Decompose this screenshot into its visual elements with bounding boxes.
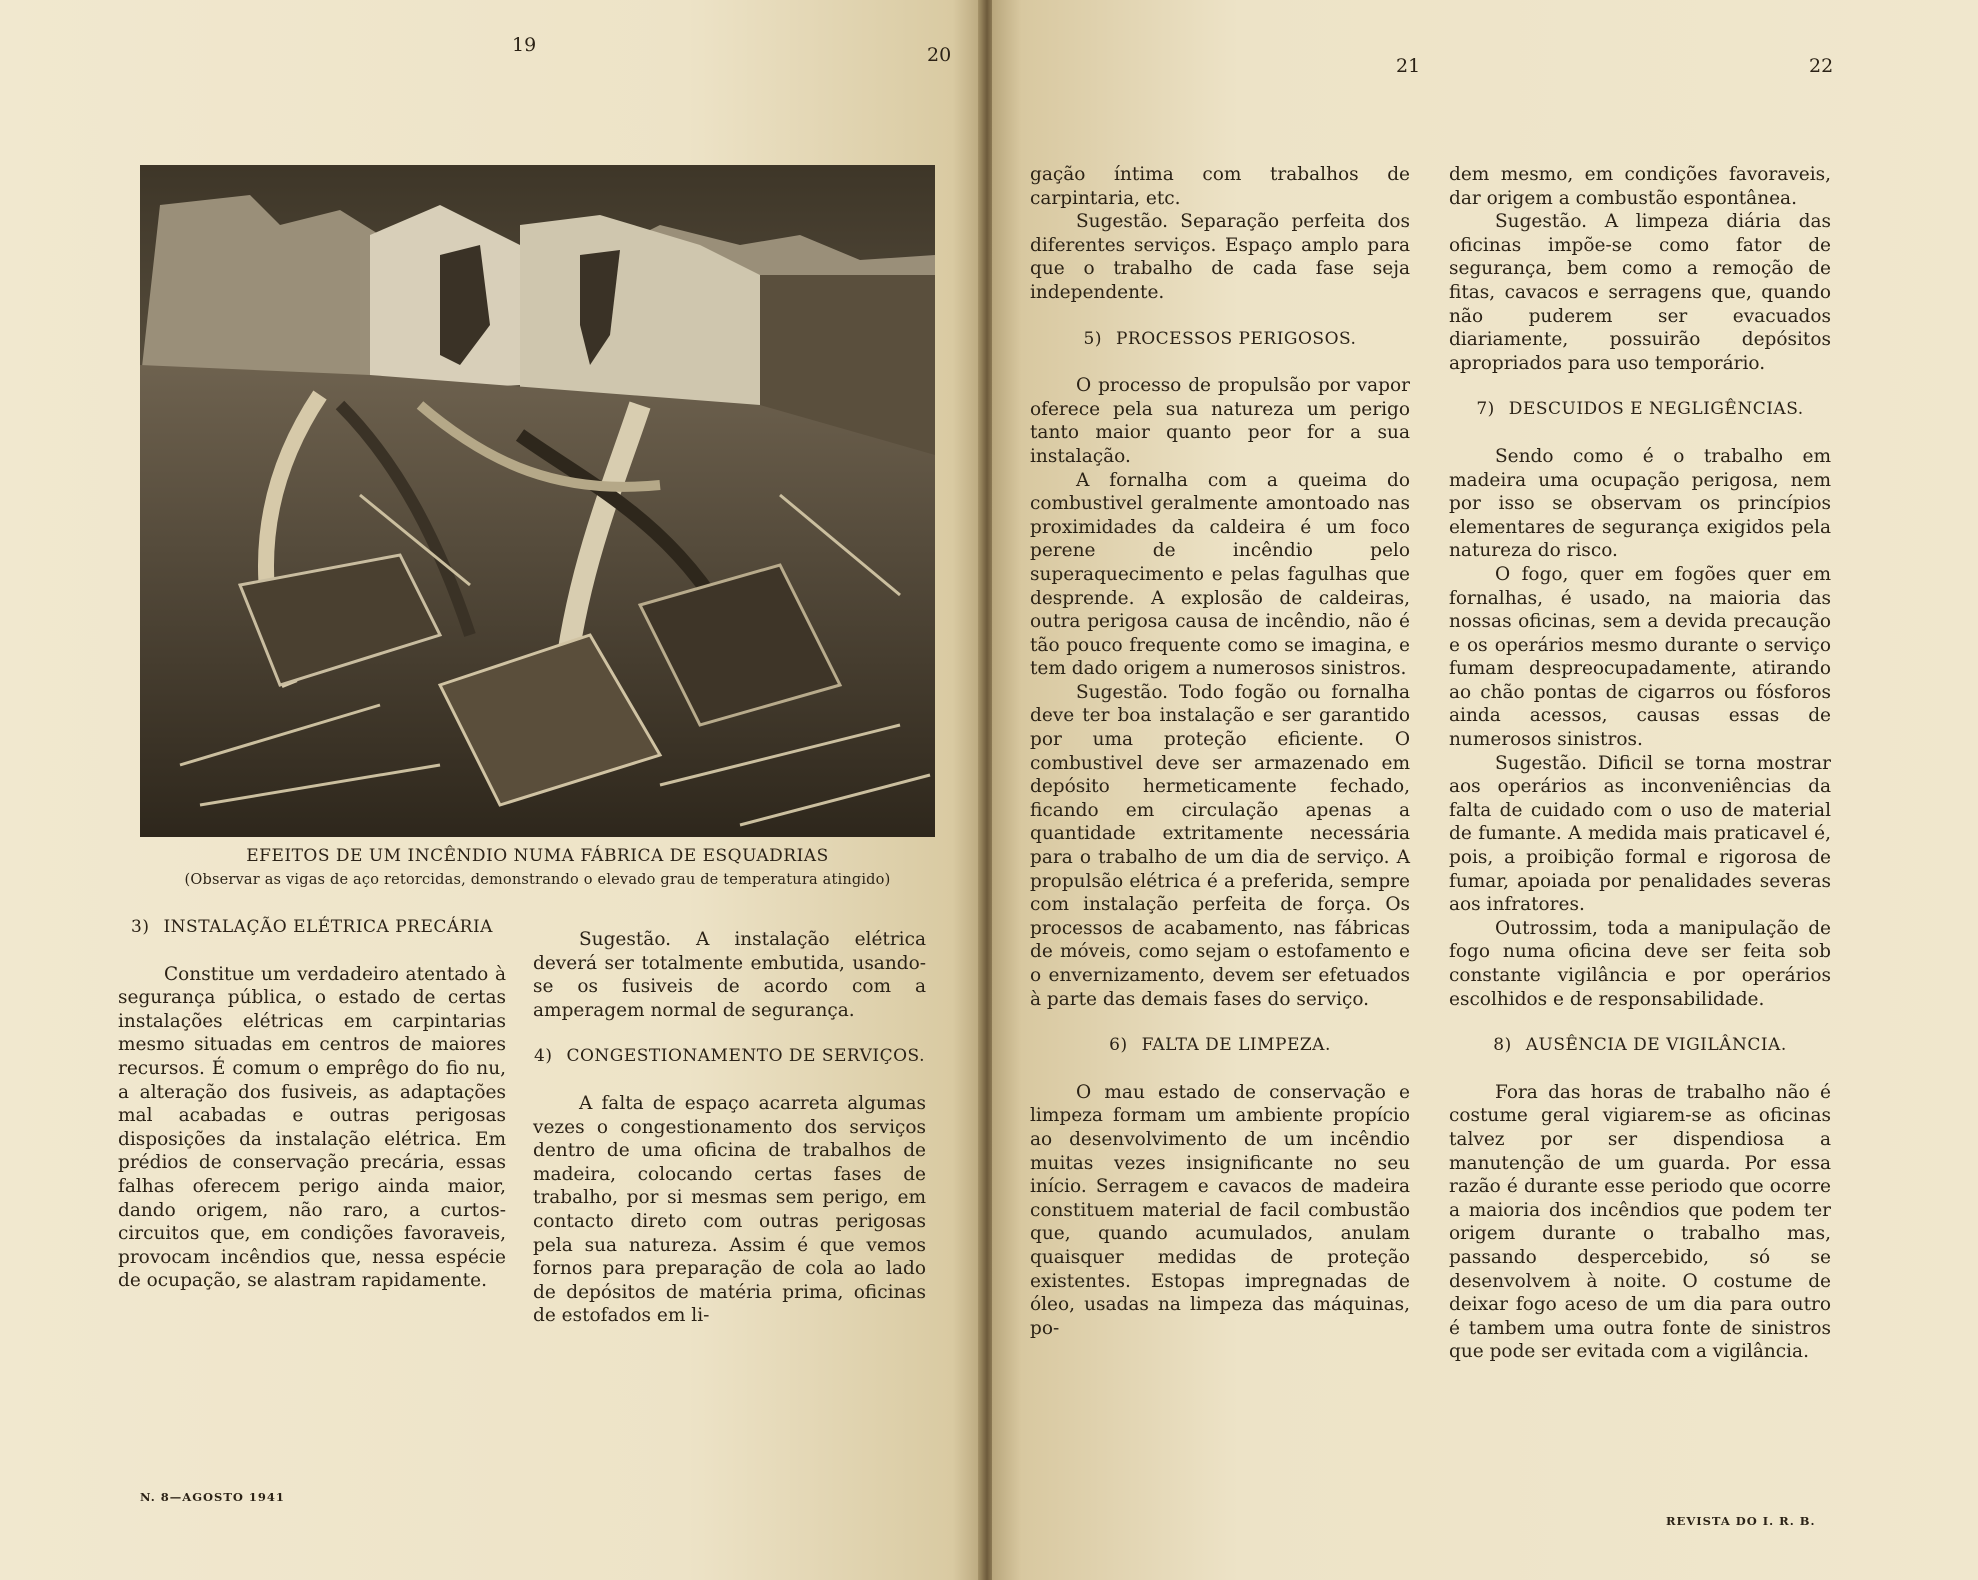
section-number: 3) — [131, 917, 150, 937]
paragraph: Sugestão. A limpeza diária das oficinas impõe-se como fator de segurança, bem como a remoção de fitas, cavacos e serragens que, quando não puderem ser evacuados diariamente, possuirão depósitos apropriados para uso temporário. — [1449, 211, 1831, 374]
paragraph: A fornalha com a queima do combustivel geralmente amontoado nas proximidades da caldeira é um foco perene de incêndio pelo superaquecimento e pelas fagulhas que desprende. A explosão de caldeiras, outra perigosa causa de incêndio, não é tão pouco frequente como se imagina, e tem dado origem a numerosos sinistros. — [1030, 469, 1410, 680]
section-heading-6 — [1030, 1034, 1410, 1058]
issue-footer: N. 8—AGOSTO 1941 — [140, 1490, 285, 1504]
paragraph: Outrossim, toda a manipulação de fogo numa oficina deve ser feita sob constante vigilância e por operários escolhidos e de responsabilidade. — [1449, 917, 1831, 1010]
column-1 — [118, 916, 506, 1293]
section-heading-3 — [118, 916, 506, 940]
paragraph: Sugestão. Dificil se torna mostrar aos operários as inconveniências da falta de cuidado com o uso de material de fumante. A medida mais praticavel é, pois, a proibição formal e rigorosa de fumar, apoiada por penalidades severas aos infratores. — [1449, 752, 1831, 916]
column-4 — [1449, 163, 1831, 1364]
photo-caption-subtitle: (Observar as vigas de aço retorcidas, demonstrando o elevado grau de temperatura atingido) — [184, 872, 891, 888]
paragraph: Sugestão. Todo fogão ou fornalha deve ter boa instalação e ser garantido por uma proteção eficiente. O combustivel deve ser armazenado em depósito hermeticamente fechado, ficando em circulação apenas a quantidade extritamente necessária para o trabalho de um dia de serviço. A propulsão elétrica é a preferida, sempre com instalação perfeita de força. Os processos de acabamento, nas fábricas de móveis, como sejam o estofamento e o envernizamento, devem ser efetuados à parte das demais fases do serviço. — [1030, 681, 1410, 1010]
section-heading-4 — [533, 1045, 926, 1069]
column-3 — [1030, 163, 1410, 1340]
fire-damage-photo — [140, 165, 935, 837]
journal-footer: REVISTA DO I. R. B. — [1666, 1514, 1816, 1528]
paragraph: Constitue um verdadeiro atentado à segurança pública, o estado de certas instalações elétricas em carpintarias mesmo situadas em centros de maiores recursos. É comum o emprêgo do fio nu, a alteração dos fusiveis, as adaptações mal acabadas e outras perigosas disposições da instalação elétrica. Em prédios de conservação precária, essas falhas oferecem perigo ainda maior, dando origem, não raro, a curtos-circuitos que, em condições favoraveis, provocam incêndios que, nessa espécie de ocupação, se alastram rapidamente. — [118, 963, 506, 1292]
section-number: 8) — [1493, 1035, 1512, 1056]
paragraph: Sendo como é o trabalho em madeira uma ocupação perigosa, nem por isso se observam os princípios elementares de segurança exigidos pela natureza do risco. — [1449, 445, 1831, 562]
section-heading-8 — [1449, 1034, 1831, 1058]
paragraph: O processo de propulsão por vapor oferece pela sua natureza um perigo tanto maior quanto peor for a sua instalação. — [1030, 375, 1410, 467]
page-number-22: 22 — [1809, 55, 1834, 77]
paragraph: Fora das horas de trabalho não é costume geral vigiarem-se as oficinas talvez por ser dispendiosa a manutenção de um guarda. Por essa razão é durante esse periodo que ocorre a maioria dos incêndios que podem ter origem durante o trabalho mas, passando despercebido, só se desenvolvem à noite. O costume de deixar fogo aceso de um dia para outro é tambem uma outra fonte de sinistros que pode ser evitada com a vigilância. — [1449, 1081, 1831, 1363]
paragraph: Sugestão. A instalação elétrica deverá ser totalmente embutida, usando-se os fusiveis de acordo com a amperagem normal de segurança. — [533, 929, 926, 1021]
right-page — [992, 0, 1978, 1580]
section-title: FALTA DE LIMPEZA. — [1141, 1035, 1331, 1056]
paragraph: Sugestão. Separação perfeita dos diferentes serviços. Espaço amplo para que o trabalho de cada fase seja independente. — [1030, 211, 1410, 303]
paragraph: A falta de espaço acarreta algumas vezes o congestionamento dos serviços dentro de uma oficina de trabalhos de madeira, colocando certas fases de trabalho, por si mesmas sem perigo, em contacto direto com outras perigosas pela sua natureza. Assim é que vemos fornos para preparação de cola ao lado de depósitos de matéria prima, oficinas de estofados em li- — [533, 1092, 926, 1327]
left-page — [0, 0, 982, 1580]
section-number: 7) — [1476, 399, 1495, 420]
section-title: INSTALAÇÃO ELÉTRICA PRECÁRIA — [163, 917, 493, 937]
page-number-20: 20 — [927, 44, 952, 66]
paragraph: O mau estado de conservação e limpeza formam um ambiente propício ao desenvolvimento de um incêndio muitas vezes insignificante no seu início. Serragem e cavacos de madeira constituem material de facil combustão que, quando acumulados, anulam quaisquer medidas de proteção existentes. Estopas impregnadas de óleo, usadas na limpeza das máquinas, po- — [1030, 1081, 1410, 1339]
section-number: 4) — [534, 1046, 553, 1067]
section-number: 6) — [1109, 1035, 1128, 1056]
section-title: PROCESSOS PERIGOSOS. — [1115, 328, 1357, 349]
paragraph: dem mesmo, em condições favoraveis, dar origem a combustão espontânea. — [1449, 164, 1831, 209]
paragraph: O fogo, quer em fogões quer em fornalhas, é usado, na maioria das nossas oficinas, sem a devida precaução e os operários mesmo durante o serviço fumam despreocupadamente, atirando ao chão pontas de cigarros ou fósforos ainda acessos, causas essas de numerosos sinistros. — [1449, 563, 1831, 751]
paragraph: gação íntima com trabalhos de carpintaria, etc. — [1030, 164, 1410, 209]
section-heading-5 — [1030, 328, 1410, 352]
fire-ruins-illustration — [140, 165, 935, 837]
section-title: CONGESTIONAMENTO DE SERVIÇOS. — [566, 1046, 925, 1067]
section-title: DESCUIDOS E NEGLIGÊNCIAS. — [1508, 399, 1804, 420]
page-number-19: 19 — [512, 34, 537, 56]
column-2 — [533, 928, 926, 1328]
section-number: 5) — [1083, 328, 1102, 349]
section-title: AUSÊNCIA DE VIGILÂNCIA. — [1525, 1035, 1787, 1056]
page-number-21: 21 — [1396, 55, 1421, 77]
photo-caption-title: EFEITOS DE UM INCÊNDIO NUMA FÁBRICA DE ESQUADRIAS — [246, 846, 829, 866]
section-heading-7 — [1449, 398, 1831, 422]
